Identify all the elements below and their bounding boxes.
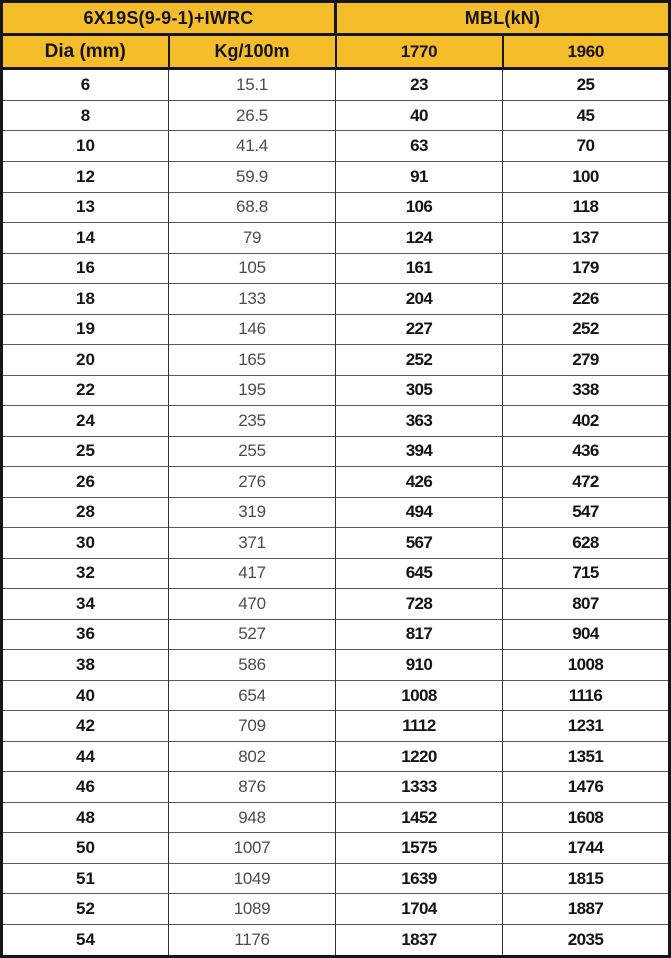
dia-cell: 8 xyxy=(2,100,169,131)
table-row xyxy=(2,741,670,772)
mbl-1770-cell: 91 xyxy=(336,162,503,193)
mbl-1960-cell: 25 xyxy=(503,69,670,101)
table-row xyxy=(2,162,670,193)
table-row xyxy=(2,711,670,742)
header-group-row xyxy=(2,2,670,35)
spec-table-header xyxy=(2,2,670,69)
mbl-1960-cell: 252 xyxy=(503,314,670,345)
kg-per-100m-cell: 1007 xyxy=(169,833,336,864)
table-row xyxy=(2,558,670,589)
dia-cell: 51 xyxy=(2,863,169,894)
kg-per-100m-cell: 105 xyxy=(169,253,336,284)
mbl-1960-cell: 628 xyxy=(503,528,670,559)
dia-cell: 13 xyxy=(2,192,169,223)
dia-cell: 18 xyxy=(2,284,169,315)
table-row xyxy=(2,100,670,131)
spec-table-body xyxy=(2,69,670,957)
kg-per-100m-cell: 146 xyxy=(169,314,336,345)
mbl-1770-cell: 426 xyxy=(336,467,503,498)
table-row xyxy=(2,650,670,681)
dia-cell: 38 xyxy=(2,650,169,681)
column-header-grade-1770: 1770 xyxy=(336,35,503,69)
kg-per-100m-cell: 276 xyxy=(169,467,336,498)
dia-cell: 12 xyxy=(2,162,169,193)
table-row xyxy=(2,894,670,925)
kg-per-100m-cell: 319 xyxy=(169,497,336,528)
table-row xyxy=(2,284,670,315)
kg-per-100m-cell: 15.1 xyxy=(169,69,336,101)
mbl-1770-cell: 728 xyxy=(336,589,503,620)
table-row xyxy=(2,406,670,437)
kg-per-100m-cell: 26.5 xyxy=(169,100,336,131)
mbl-1960-cell: 1476 xyxy=(503,772,670,803)
table-row xyxy=(2,924,670,956)
dia-cell: 19 xyxy=(2,314,169,345)
mbl-1960-cell: 279 xyxy=(503,345,670,376)
mbl-1770-cell: 124 xyxy=(336,223,503,254)
mbl-1960-cell: 715 xyxy=(503,558,670,589)
kg-per-100m-cell: 1176 xyxy=(169,924,336,956)
dia-cell: 6 xyxy=(80,74,91,94)
mbl-1960-cell: 1815 xyxy=(503,863,670,894)
dia-cell: 48 xyxy=(2,802,169,833)
mbl-1960-cell: 1608 xyxy=(503,802,670,833)
mbl-1960-cell: 1744 xyxy=(503,833,670,864)
mbl-1960-cell: 226 xyxy=(503,284,670,315)
mbl-1960-cell: 118 xyxy=(503,192,670,223)
dia-cell: 40 xyxy=(2,680,169,711)
mbl-1960-cell: 1351 xyxy=(503,741,670,772)
table-row xyxy=(2,497,670,528)
table-row xyxy=(2,192,670,223)
mbl-1770-cell: 23 xyxy=(336,69,503,101)
kg-per-100m-cell: 1049 xyxy=(169,863,336,894)
mbl-1770-cell: 1575 xyxy=(336,833,503,864)
kg-per-100m-cell: 195 xyxy=(169,375,336,406)
mbl-1960-cell: 137 xyxy=(503,223,670,254)
mbl-1770-cell: 645 xyxy=(336,558,503,589)
dia-cell: 54 xyxy=(2,924,169,956)
mbl-1770-cell: 305 xyxy=(336,375,503,406)
kg-per-100m-cell: 79 xyxy=(169,223,336,254)
column-group-construction: 6X19S(9-9-1)+IWRC xyxy=(2,2,336,35)
table-row xyxy=(2,863,670,894)
table-row xyxy=(2,69,670,101)
column-group-mbl: MBL(kN) xyxy=(336,2,670,35)
mbl-1770-cell: 910 xyxy=(336,650,503,681)
mbl-1770-cell: 63 xyxy=(336,131,503,162)
kg-per-100m-cell: 59.9 xyxy=(169,162,336,193)
mbl-1770-cell: 1452 xyxy=(336,802,503,833)
kg-per-100m-cell: 371 xyxy=(169,528,336,559)
dia-cell: 25 xyxy=(2,436,169,467)
kg-per-100m-cell: 133 xyxy=(169,284,336,315)
kg-per-100m-cell: 527 xyxy=(169,619,336,650)
column-header-dia: Dia (mm) xyxy=(2,35,169,69)
mbl-1770-cell: 567 xyxy=(336,528,503,559)
dia-cell: 36 xyxy=(2,619,169,650)
dia-cell: 30 xyxy=(2,528,169,559)
mbl-1770-cell: 1837 xyxy=(336,924,503,956)
dia-cell: 52 xyxy=(2,894,169,925)
mbl-1770-cell: 1704 xyxy=(336,894,503,925)
mbl-1960-cell: 179 xyxy=(503,253,670,284)
table-row xyxy=(2,436,670,467)
dia-cell: 28 xyxy=(2,497,169,528)
dia-cell: 20 xyxy=(2,345,169,376)
table-row xyxy=(2,223,670,254)
dia-cell: 22 xyxy=(2,375,169,406)
kg-per-100m-cell: 470 xyxy=(169,589,336,620)
table-row xyxy=(2,772,670,803)
mbl-1770-cell: 252 xyxy=(336,345,503,376)
mbl-1960-cell: 100 xyxy=(503,162,670,193)
dia-cell: 42 xyxy=(2,711,169,742)
kg-per-100m-cell: 235 xyxy=(169,406,336,437)
table-row xyxy=(2,680,670,711)
mbl-1770-cell: 1112 xyxy=(336,711,503,742)
mbl-1770-cell: 394 xyxy=(336,436,503,467)
mbl-1960-cell: 436 xyxy=(503,436,670,467)
dia-cell: 26 xyxy=(2,467,169,498)
dia-cell: 44 xyxy=(2,741,169,772)
mbl-1960-cell: 472 xyxy=(503,467,670,498)
mbl-1770-cell: 817 xyxy=(336,619,503,650)
mbl-1960-cell: 1008 xyxy=(503,650,670,681)
kg-per-100m-cell: 68.8 xyxy=(169,192,336,223)
table-row xyxy=(2,589,670,620)
kg-per-100m-cell: 586 xyxy=(169,650,336,681)
kg-per-100m-cell: 709 xyxy=(169,711,336,742)
dia-cell: 10 xyxy=(2,131,169,162)
table-row xyxy=(2,619,670,650)
mbl-1770-cell: 363 xyxy=(336,406,503,437)
mbl-1960-cell: 547 xyxy=(503,497,670,528)
table-row xyxy=(2,314,670,345)
mbl-1960-cell: 402 xyxy=(503,406,670,437)
table-row xyxy=(2,467,670,498)
kg-per-100m-cell: 1089 xyxy=(169,894,336,925)
mbl-1770-cell: 1333 xyxy=(336,772,503,803)
mbl-1960-cell: 70 xyxy=(503,131,670,162)
kg-per-100m-cell: 255 xyxy=(169,436,336,467)
mbl-1770-cell: 106 xyxy=(336,192,503,223)
mbl-1770-cell: 1008 xyxy=(336,680,503,711)
kg-per-100m-cell: 165 xyxy=(169,345,336,376)
table-row xyxy=(2,528,670,559)
dia-cell: 50 xyxy=(2,833,169,864)
header-columns-row xyxy=(2,35,670,69)
table-row xyxy=(2,253,670,284)
column-header-grade-1960: 1960 xyxy=(503,35,670,69)
mbl-1960-cell: 1887 xyxy=(503,894,670,925)
column-header-kg-per-100m: Kg/100m xyxy=(169,35,336,69)
kg-per-100m-cell: 41.4 xyxy=(169,131,336,162)
dia-cell: 14 xyxy=(2,223,169,254)
kg-per-100m-cell: 802 xyxy=(169,741,336,772)
mbl-1960-cell: 904 xyxy=(503,619,670,650)
kg-per-100m-cell: 948 xyxy=(169,802,336,833)
mbl-1770-cell: 40 xyxy=(336,100,503,131)
mbl-1960-cell: 1116 xyxy=(503,680,670,711)
table-row xyxy=(2,131,670,162)
dia-cell: 24 xyxy=(2,406,169,437)
mbl-1960-cell: 45 xyxy=(503,100,670,131)
mbl-1960-cell: 338 xyxy=(503,375,670,406)
mbl-1960-cell: 807 xyxy=(503,589,670,620)
table-row xyxy=(2,375,670,406)
mbl-1770-cell: 227 xyxy=(336,314,503,345)
table-row xyxy=(2,345,670,376)
dia-cell: 32 xyxy=(2,558,169,589)
mbl-1960-cell: 1231 xyxy=(503,711,670,742)
table-row xyxy=(2,802,670,833)
table-row xyxy=(2,833,670,864)
mbl-1770-cell: 161 xyxy=(336,253,503,284)
dia-cell: 16 xyxy=(2,253,169,284)
kg-per-100m-cell: 417 xyxy=(169,558,336,589)
dia-cell: 34 xyxy=(2,589,169,620)
mbl-1960-cell: 2035 xyxy=(503,924,670,956)
mbl-1770-cell: 1220 xyxy=(336,741,503,772)
dia-cell: 46 xyxy=(2,772,169,803)
mbl-1770-cell: 204 xyxy=(336,284,503,315)
kg-per-100m-cell: 876 xyxy=(169,772,336,803)
mbl-1770-cell: 494 xyxy=(336,497,503,528)
mbl-1770-cell: 1639 xyxy=(336,863,503,894)
kg-per-100m-cell: 654 xyxy=(169,680,336,711)
